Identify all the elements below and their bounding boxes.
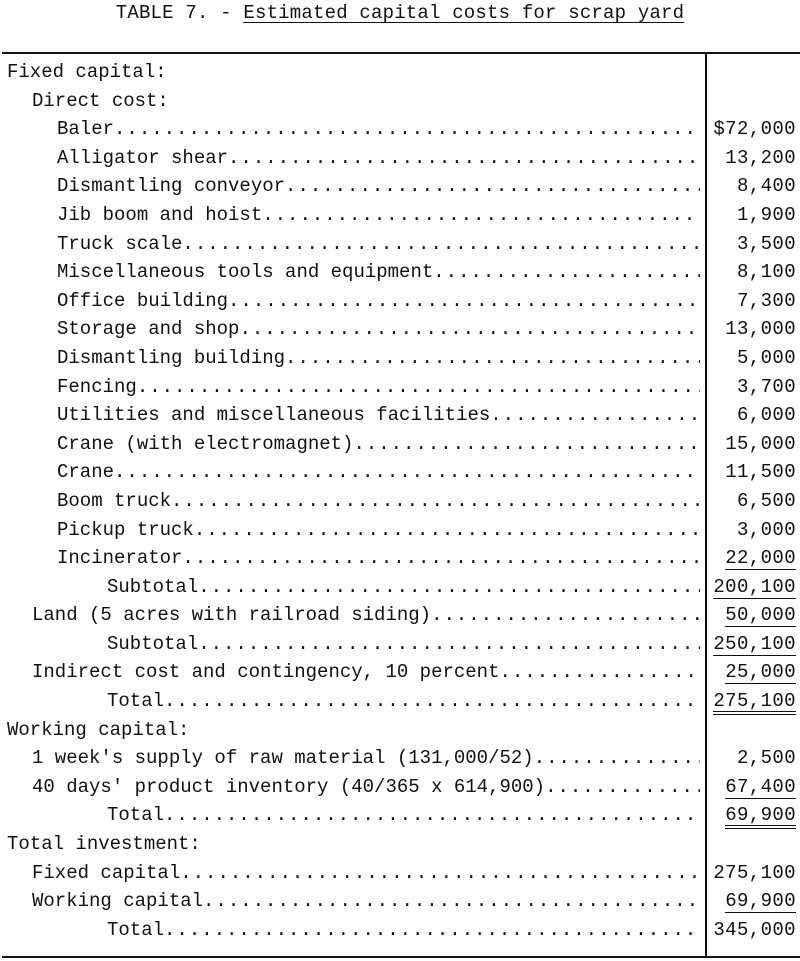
row-value: 6,000 (736, 404, 796, 427)
row-label (0, 401, 700, 430)
table-caption (0, 2, 800, 24)
row-label-text: Dismantling building (57, 346, 286, 369)
row-label (0, 58, 700, 87)
table-row (0, 315, 800, 344)
row-value: 13,000 (725, 318, 796, 341)
row-label-text: Baler (57, 118, 115, 141)
cost-table (0, 58, 800, 944)
table-row (0, 258, 800, 287)
row-label-text: Land (5 acres with railroad siding) (32, 604, 432, 627)
top-rule (2, 52, 800, 54)
row-label (0, 859, 700, 888)
row-label-text: Boom truck (57, 489, 172, 512)
row-label (0, 230, 700, 259)
row-label-text: Fencing (57, 375, 137, 398)
row-label (0, 630, 700, 659)
row-label (0, 315, 700, 344)
bottom-rule (2, 956, 800, 958)
row-value: 6,500 (736, 489, 796, 512)
row-value: 345,000 (713, 918, 796, 941)
row-value: 69,900 (725, 887, 796, 913)
row-label (0, 687, 700, 716)
row-value: 200,100 (713, 573, 796, 599)
row-label-text: Crane (with electromagnet) (57, 432, 354, 455)
row-value: 8,100 (736, 261, 796, 284)
table-row (0, 801, 800, 830)
table-row (0, 430, 800, 459)
table-row (0, 658, 800, 687)
row-value: 3,700 (736, 375, 796, 398)
row-label (0, 516, 700, 545)
row-label (0, 344, 700, 373)
table-row (0, 630, 800, 659)
row-label-text: Pickup truck (57, 518, 194, 541)
row-label (0, 115, 700, 144)
row-label (0, 144, 700, 173)
table-row (0, 115, 800, 144)
row-label-text: Office building (57, 289, 229, 312)
table-number: TABLE 7. - (115, 2, 232, 24)
row-value: 3,000 (736, 518, 796, 541)
table-row (0, 344, 800, 373)
row-label-text: Subtotal (107, 575, 199, 598)
table-row (0, 487, 800, 516)
row-label-text: Working capital (32, 890, 204, 913)
row-value: 7,300 (736, 289, 796, 312)
row-label-text: Direct cost: (32, 89, 169, 112)
row-label-text: Jib boom and hoist (57, 203, 263, 226)
row-label-text: 40 days' product inventory (40/365 x 614,900) (32, 775, 546, 798)
row-label-text: Miscellaneous tools and equipment (57, 261, 434, 284)
row-label-text: Dismantling conveyor (57, 175, 286, 198)
row-label (0, 573, 700, 602)
table-row (0, 87, 800, 116)
row-label-text: Working capital: (7, 718, 190, 741)
table-title: Estimated capital costs for scrap yard (243, 2, 685, 24)
row-value: 13,200 (725, 146, 796, 169)
row-value: 15,000 (725, 432, 796, 455)
row-value: 250,100 (713, 630, 796, 656)
row-label (0, 887, 700, 916)
table-row (0, 230, 800, 259)
table-row (0, 287, 800, 316)
row-label-text: Fixed capital: (7, 61, 167, 83)
row-label (0, 87, 700, 116)
row-label (0, 373, 700, 402)
row-value: 2,500 (736, 747, 796, 770)
row-label-text: Alligator shear (57, 146, 229, 169)
table-row (0, 773, 800, 802)
row-value: 3,500 (736, 232, 796, 255)
row-label-text: Crane (57, 461, 115, 484)
row-label (0, 716, 700, 745)
row-value: 25,000 (725, 658, 796, 684)
table-row (0, 573, 800, 602)
row-label-text: Incinerator (57, 547, 183, 570)
row-label (0, 744, 700, 773)
row-label (0, 287, 700, 316)
row-label (0, 916, 700, 945)
table-row (0, 601, 800, 630)
row-label-text: Total (107, 804, 165, 827)
table-row (0, 172, 800, 201)
table-row (0, 716, 800, 745)
row-label (0, 172, 700, 201)
table-row (0, 744, 800, 773)
row-label-text: Storage and shop (57, 318, 240, 341)
row-value: 22,000 (725, 544, 796, 570)
table-row (0, 916, 800, 945)
row-label (0, 201, 700, 230)
row-label (0, 830, 700, 859)
row-value: 11,500 (725, 461, 796, 484)
row-value: 1,900 (736, 203, 796, 226)
row-label (0, 601, 700, 630)
table-row (0, 458, 800, 487)
row-value: 69,900 (725, 801, 796, 829)
table-row (0, 687, 800, 716)
row-value: 50,000 (725, 601, 796, 627)
table-row (0, 144, 800, 173)
row-label-text: Total investment: (7, 833, 201, 856)
row-value: 8,400 (736, 175, 796, 198)
row-label (0, 544, 700, 573)
table-row (0, 373, 800, 402)
table-row (0, 859, 800, 888)
row-label (0, 658, 700, 687)
row-label-text: Subtotal (107, 632, 199, 655)
row-value: 275,100 (713, 861, 796, 884)
table-row (0, 516, 800, 545)
row-label-text: Truck scale (57, 232, 183, 255)
table-row (0, 544, 800, 573)
row-label-text: Utilities and miscellaneous facilities (57, 404, 491, 427)
table-row (0, 201, 800, 230)
row-value: 275,100 (713, 687, 796, 715)
row-value: 67,400 (725, 773, 796, 799)
row-label-text: 1 week's supply of raw material (131,000/52) (32, 747, 534, 770)
table-row (0, 830, 800, 859)
row-label-text: Fixed capital (32, 861, 181, 884)
row-label-text: Indirect cost and contingency, 10 percent (32, 661, 500, 684)
row-label-text: Total (107, 918, 165, 941)
table-row (0, 887, 800, 916)
row-label (0, 458, 700, 487)
row-label (0, 258, 700, 287)
table-row (0, 58, 800, 87)
row-label (0, 430, 700, 459)
table-row (0, 401, 800, 430)
row-label (0, 773, 700, 802)
row-label (0, 801, 700, 830)
row-value: $72,000 (713, 118, 796, 141)
row-label-text: Total (107, 690, 165, 713)
row-label (0, 487, 700, 516)
row-value: 5,000 (736, 346, 796, 369)
